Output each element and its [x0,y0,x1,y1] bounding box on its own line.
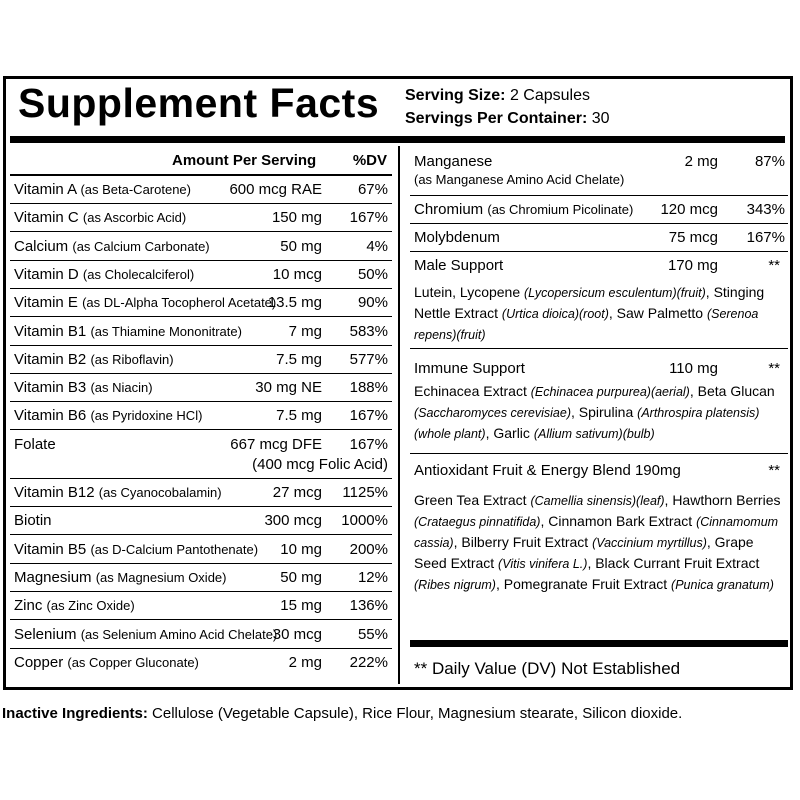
top-thick-divider [10,136,785,143]
botanical-name: (Lycopersicum esculentum)(fruit) [524,286,706,300]
footnote-thick-divider [410,640,788,647]
nutrient-label [14,266,194,284]
nutrient-label [414,201,633,219]
nutrient-name: Vitamin B1 [14,322,87,340]
ingredient-name: , Beta Glucan [689,383,775,399]
servings-per-container-label: Servings Per Container: [405,110,588,127]
immune-support-ingredients [414,381,789,444]
nutrient-source: (as Magnesium Oxide) [95,569,227,585]
blend-name-label: Antioxidant Fruit & Energy Blend [414,462,631,479]
ingredient-name: , Stinging Nettle Extract [414,284,765,321]
row-divider [10,345,392,346]
nutrient-name: Vitamin B2 [14,350,87,368]
header-divider [10,174,392,176]
nutrient-name: Manganese [414,153,493,170]
nutrient-name: Biotin [14,512,52,530]
row-divider [410,348,788,349]
nutrient-dv: 67% [357,181,388,198]
botanical-name: (Cinnamomum cassia) [414,515,779,550]
nutrient-source: (as Thiamine Mononitrate) [90,323,242,339]
nutrient-dv: 222% [349,653,388,671]
blend-dv: ** [768,462,780,479]
botanical-name: (Vaccinium myrtillus) [592,536,707,550]
nutrient-label [14,209,186,227]
nutrient-label [14,379,153,397]
nutrient-dv: 90% [357,294,388,312]
ingredient-name: , Black Currant Fruit Extract [587,555,760,571]
ingredient-name: Green Tea Extract [414,492,531,508]
row-divider [10,534,392,535]
blend-amount: 190mg [634,462,681,479]
nutrient-amount: 7.5 mg [276,407,322,425]
nutrient-source: (as DL-Alpha Tocopherol Acetate) [82,295,277,311]
inactive-ingredients-label: Inactive Ingredients: [2,705,148,722]
row-divider [10,401,392,402]
row-divider [10,478,392,479]
nutrient-source: (as Cyanocobalamin) [98,485,222,500]
nutrient-name: Vitamin E [14,294,78,312]
nutrient-dv: 167% [349,209,388,227]
nutrient-amount: 120 mcg [660,201,718,218]
nutrient-label [14,512,52,530]
ingredient-name: , Spirulina [571,404,638,420]
botanical-name: (Ribes nigrum) [414,578,496,592]
nutrient-name: Vitamin B6 [14,407,87,425]
nutrient-dv: 50% [357,265,388,283]
nutrient-label [14,436,56,454]
row-divider [10,648,392,649]
nutrient-amount: 2 mg [288,653,322,671]
botanical-name: (Serenoa repens)(fruit) [414,307,759,342]
nutrient-source: (as Calcium Carbonate) [72,238,210,254]
botanical-name: (Saccharomyces cerevisiae) [414,406,571,420]
nutrient-dv: 136% [349,597,388,615]
nutrient-name: Vitamin D [14,265,79,283]
ingredient-name: , Hawthorn Berries [664,492,781,508]
row-divider [10,563,392,564]
nutrient-label [14,407,202,425]
nutrient-name: Calcium [14,237,69,255]
nutrient-amount: 10 mg [280,540,322,558]
nutrient-amount: 600 mcg RAE [229,181,322,198]
botanical-name: (Crataegus pinnatifida) [414,515,541,529]
ingredient-name: , Saw Palmetto [608,305,707,321]
nutrient-amount: 7 mg [288,322,322,340]
botanical-name: (Camellia sinensis)(leaf) [530,494,665,508]
antioxidant-blend-ingredients [414,490,789,595]
blend-amount: 110 mg [669,360,718,377]
nutrient-dv: 188% [349,379,388,397]
nutrient-name: Molybdenum [414,229,500,246]
blend-dv: ** [768,360,780,377]
nutrient-amount: 75 mcg [668,229,718,246]
nutrient-name: Zinc [14,597,43,615]
ingredient-name: , Garlic [485,425,534,441]
blend-name [414,462,681,480]
inactive-ingredients [2,705,682,722]
nutrient-amount: 300 mcg [264,512,322,530]
botanical-name: (Urtica dioica)(root) [501,307,609,321]
nutrient-amount: 2 mg [684,153,718,170]
nutrient-name: Magnesium [14,568,92,586]
row-divider [10,429,392,430]
row-divider [10,316,392,317]
nutrient-name: Vitamin C [14,209,79,227]
nutrient-label [14,323,242,341]
nutrient-name: Chromium [414,201,484,218]
ingredient-name: Lutein, Lycopene [414,284,525,300]
nutrient-dv: 87% [754,153,785,170]
blend-name: Male Support [414,257,504,274]
row-divider [10,260,392,261]
nutrient-amount: 7.5 mg [276,350,322,368]
botanical-name: (Echinacea purpurea)(aerial) [530,385,690,399]
nutrient-source: (as Niacin) [90,380,153,396]
serving-size-label: Serving Size: [405,87,506,104]
serving-size [405,87,590,105]
nutrient-dv: 1000% [341,512,388,530]
nutrient-amount-secondary: (400 mcg Folic Acid) [252,455,388,473]
nutrient-dv: 55% [357,625,388,643]
nutrient-dv: 167% [746,229,785,246]
botanical-name: (Vitis vinifera L.) [498,557,588,571]
servings-per-container [405,110,610,128]
blend-amount: 170 mg [667,257,718,274]
ingredient-name: , Pomegranate Fruit Extract [495,576,672,592]
nutrient-name: Vitamin B12 [14,484,95,501]
botanical-name: (Arthrospira platensis)(whole plant) [414,406,760,441]
nutrient-label [14,569,227,587]
nutrient-label [14,238,210,256]
nutrient-amount: 667 mcg DFE [230,435,322,453]
ingredient-name: Echinacea Extract [414,383,531,399]
nutrient-amount: 27 mcg [272,484,322,501]
nutrient-dv: 167% [349,435,388,453]
nutrient-label [14,181,191,199]
nutrient-amount: 10 mcg [272,265,322,283]
dv-header: %DV [352,152,387,169]
row-divider [10,506,392,507]
nutrient-amount: 15 mg [280,597,322,615]
nutrient-name: Folate [14,435,56,453]
row-divider [410,453,788,454]
nutrient-amount: 30 mcg [272,625,322,643]
inactive-ingredients-value: Cellulose (Vegetable Capsule), Rice Flour, Magnesium stearate, Silicon dioxide. [152,705,683,722]
botanical-name: (Allium sativum)(bulb) [533,427,655,441]
serving-size-value: 2 Capsules [509,87,590,104]
nutrient-source: (as D-Calcium Pantothenate) [90,541,259,557]
ingredient-name: , Grape Seed Extract [414,534,754,571]
row-divider [10,288,392,289]
nutrient-name: Vitamin A [14,181,77,198]
blend-dv: ** [768,257,780,274]
nutrient-name: Selenium [14,625,77,643]
row-divider [410,223,788,224]
nutrient-amount: 13.5 mg [267,294,322,312]
nutrient-name: Vitamin B3 [14,379,87,397]
nutrient-amount: 150 mg [271,209,322,227]
nutrient-label [14,597,135,615]
nutrient-source: (as Cholecalciferol) [82,266,195,282]
ingredient-name: , Cinnamon Bark Extract [540,513,697,529]
nutrient-amount: 50 mg [280,568,322,586]
panel-title: Supplement Facts [18,80,380,126]
nutrient-dv: 12% [357,568,388,586]
row-divider [10,373,392,374]
servings-per-container-value: 30 [591,110,610,127]
nutrient-label [14,484,222,502]
nutrient-name: Copper [14,653,64,671]
row-divider [10,591,392,592]
column-divider [398,146,400,684]
dv-footnote: ** Daily Value (DV) Not Established [414,659,681,678]
row-divider [410,195,788,196]
nutrient-amount: 50 mg [280,237,322,255]
nutrient-name: Vitamin B5 [14,540,87,558]
nutrient-source: (as Manganese Amino Acid Chelate) [414,172,625,187]
nutrient-dv: 583% [349,322,388,340]
nutrient-source: (as Chromium Picolinate) [487,202,634,217]
row-divider [410,251,788,252]
nutrient-label [14,351,174,369]
row-divider [10,231,392,232]
nutrient-dv: 1125% [342,484,388,501]
blend-name: Immune Support [414,360,525,377]
amount-per-serving-header: Amount Per Serving [172,152,317,169]
nutrient-dv: 577% [349,350,388,368]
nutrient-source: (as Beta-Carotene) [80,182,191,197]
botanical-name: (Punica granatum) [671,578,774,592]
row-divider [10,203,392,204]
nutrient-dv: 200% [349,540,388,558]
nutrient-dv: 4% [366,237,388,255]
nutrient-source: (as Pyridoxine HCl) [90,408,203,424]
nutrient-dv: 343% [746,201,785,218]
nutrient-source: (as Zinc Oxide) [46,598,135,614]
nutrient-amount: 30 mg NE [255,379,322,397]
nutrient-source: (as Copper Gluconate) [67,654,199,670]
male-support-ingredients [414,282,789,345]
nutrient-source: (as Selenium Amino Acid Chelate) [80,626,278,642]
nutrient-dv: 167% [349,407,388,425]
nutrient-source: (as Ascorbic Acid) [82,210,187,226]
ingredient-name: , Bilberry Fruit Extract [453,534,593,550]
nutrient-label [14,654,199,672]
nutrient-source: (as Riboflavin) [90,351,174,367]
row-divider [10,619,392,620]
